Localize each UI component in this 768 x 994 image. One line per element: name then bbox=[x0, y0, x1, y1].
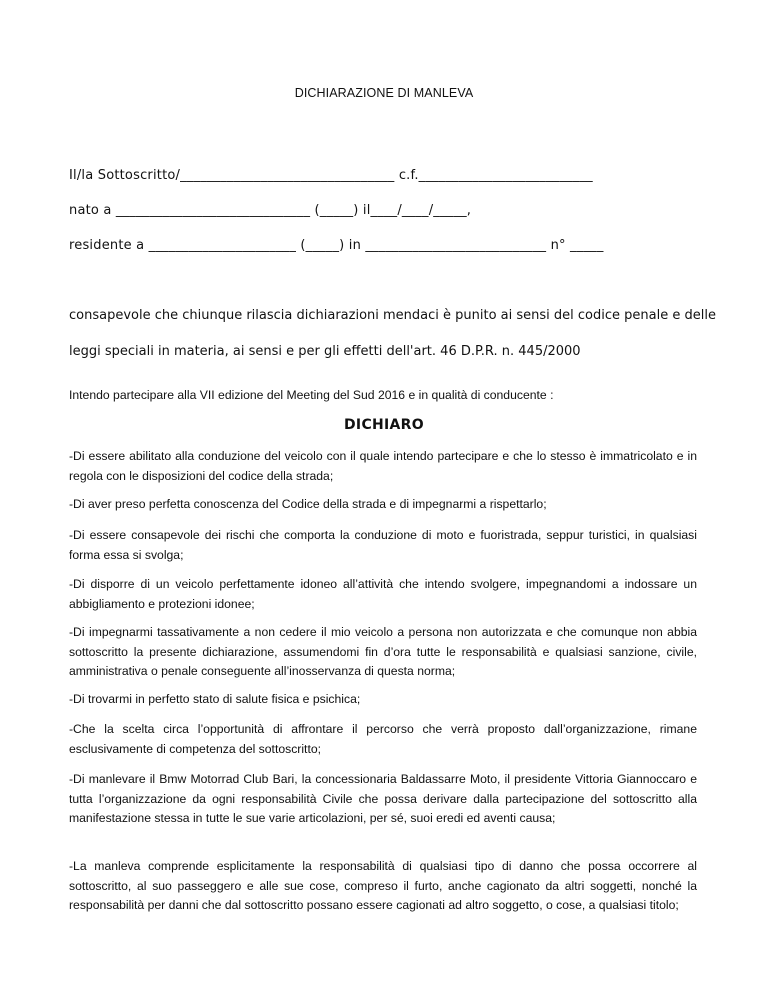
clause-1: -Di essere abilitato alla conduzione del veicolo con il quale intendo partecipare e che lo stesso è immatricolato e in regola con le disposizioni del codice della strada; bbox=[69, 449, 697, 483]
declaration-line-1: consapevole che chiunque rilascia dichiarazioni mendaci è punito ai sensi del codice penale e delle bbox=[69, 308, 716, 323]
document-title: DICHIARAZIONE DI MANLEVA bbox=[294, 86, 474, 100]
clause-3: -Di essere consapevole dei rischi che comporta la conduzione di moto e fuoristrada, seppur turistici, in qualsiasi forma essa si svolga; bbox=[69, 528, 697, 562]
declaration-line-2: leggi speciali in materia, ai sensi e per gli effetti dell'art. 46 D.P.R. n. 445/2000 bbox=[69, 344, 581, 359]
signatory-name-line: Il/la Sottoscritto/________________________________ c.f.__________________________ bbox=[69, 168, 593, 183]
section-heading: DICHIARO bbox=[344, 417, 424, 433]
intent-statement: Intendo partecipare alla VII edizione del Meeting del Sud 2016 e in qualità di conducente : bbox=[69, 388, 554, 402]
clause-5: -Di impegnarmi tassativamente a non cedere il mio veicolo a persona non autorizzata e che comunque non abbia sottoscritto la presente dichiarazione, assumendomi fin d’ora tutte le responsabilità e qualsiasi sanzione, civile, amministrativa o penale conseguente all’inosservanza di questa norma; bbox=[69, 625, 697, 678]
clause-2: -Di aver preso perfetta conoscenza del Codice della strada e di impegnarmi a rispettarlo; bbox=[69, 497, 547, 511]
birth-info-line: nato a _____________________________ (_____) il____/____/_____, bbox=[69, 203, 472, 218]
clause-7: -Che la scelta circa l’opportunità di affrontare il percorso che verrà proposto dall’organizzazione, rimane esclusivamente di competenza del sottoscritto; bbox=[69, 722, 697, 756]
residence-line: residente a ______________________ (_____) in ___________________________ n° _____ bbox=[69, 238, 604, 253]
clause-4: -Di disporre di un veicolo perfettamente idoneo all’attività che intendo svolgere, impegnandomi a indossare un abbigliamento e protezioni idonee; bbox=[69, 577, 697, 611]
clause-9: -La manleva comprende esplicitamente la responsabilità di qualsiasi tipo di danno che possa occorrere al sottoscritto, al suo passeggero e alle sue cose, compreso il furto, anche cagionato da altri soggetti, nonché la responsabilità per danni che dal sottoscritto possano essere cagionati ad altro soggetto, o cose, a qualsiasi titolo; bbox=[69, 859, 697, 912]
clause-8: -Di manlevare il Bmw Motorrad Club Bari, la concessionaria Baldassarre Moto, il presidente Vittoria Giannoccaro e tutta l’organizzazione da ogni responsabilità Civile che possa derivare dalla partecipazione del sottoscritto alla manifestazione stessa in tutte le sue varie articolazioni, per sé, suoi eredi ed aventi causa; bbox=[69, 772, 697, 825]
clause-6: -Di trovarmi in perfetto stato di salute fisica e psichica; bbox=[69, 692, 361, 706]
